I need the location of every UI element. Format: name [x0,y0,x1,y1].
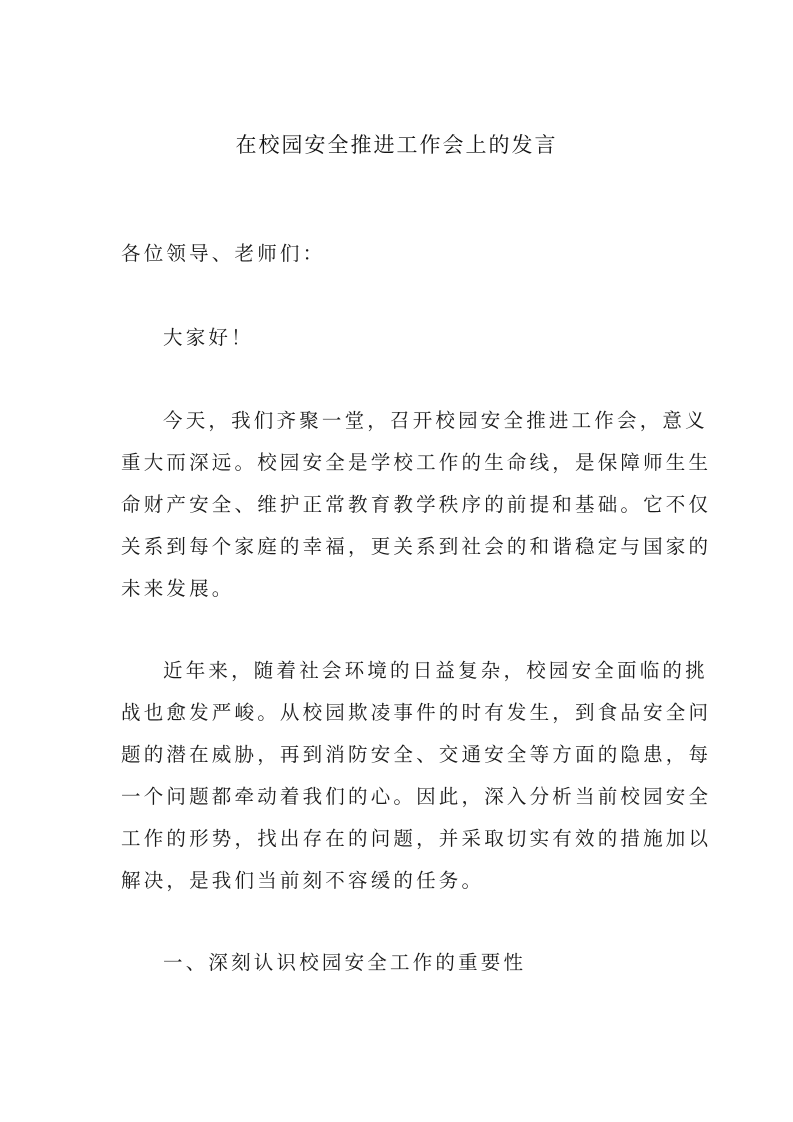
paragraph-line: 今天，我们齐聚一堂，召开校园安全推进工作会，意义 [163,409,708,432]
paragraph-line: 关系到每个家庭的幸福，更关系到社会的和谐稳定与国家的 [121,535,712,558]
paragraph-line: 工作的形势，找出存在的问题，并采取切实有效的措施加以 [121,827,712,850]
section-heading-text: 一、深刻认识校园安全工作的重要性 [163,951,527,974]
paragraph-line: 战也愈发严峻。从校园欺凌事件的时有发生，到食品安全问 [121,701,712,724]
paragraph-line: 解决，是我们当前刻不容缓的任务。 [121,869,485,892]
salutation-text: 各位领导、老师们： [121,242,326,265]
paragraph-line: 近年来，随着社会环境的日益复杂，校园安全面临的挑 [163,659,708,682]
greeting [121,317,681,359]
paragraph-line: 题的潜在威胁，再到消防安全、交通安全等方面的隐患，每 [121,743,712,766]
paragraph-line: 重大而深远。校园安全是学校工作的生命线，是保障师生生 [121,451,712,474]
paragraph-line: 一个问题都牵动着我们的心。因此，深入分析当前校园安全 [121,785,712,808]
document-title: 在校园安全推进工作会上的发言 [235,133,558,157]
salutation [121,233,681,275]
greeting-text: 大家好！ [163,326,254,349]
paragraph-line: 未来发展。 [121,577,235,600]
paragraph-line: 命财产安全、维护正常教育教学秩序的前提和基础。它不仅 [121,493,712,516]
paragraph-1 [121,400,712,610]
paragraph-2 [121,650,712,902]
section-heading [121,942,681,984]
